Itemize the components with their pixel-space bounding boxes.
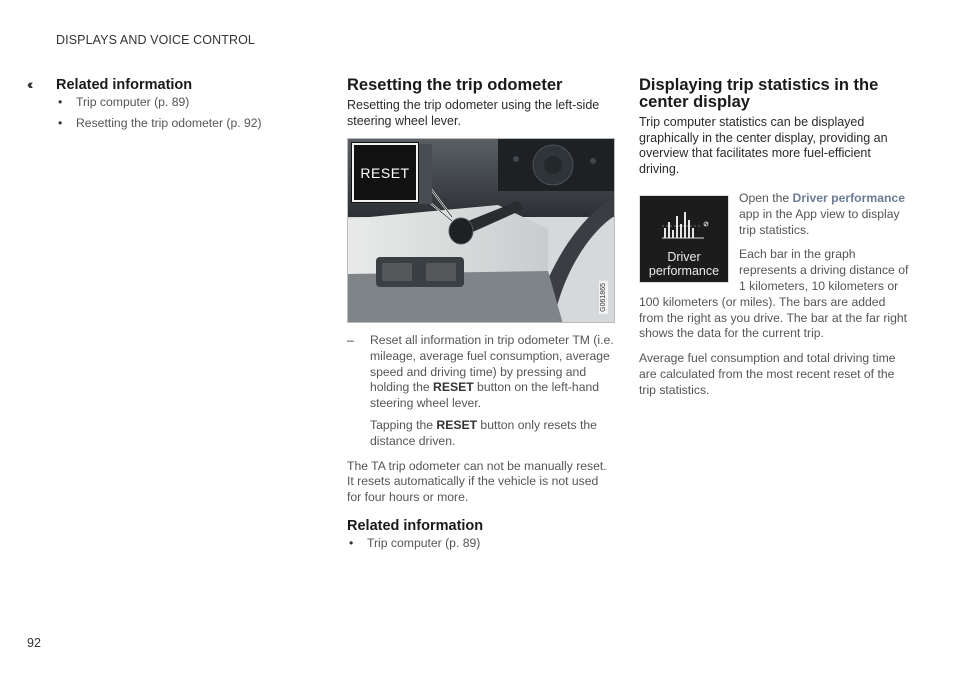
step-text-b: button on the left-hand steering wheel lever.	[370, 380, 600, 411]
steering-lever-photo	[347, 138, 615, 323]
section-title: Resetting the trip odometer	[347, 76, 563, 94]
note-text-a: Tapping the	[370, 417, 437, 432]
related-link-trip-computer[interactable]	[56, 95, 316, 111]
driver-performance-app-tile[interactable]	[639, 195, 729, 283]
column-related-info	[56, 77, 316, 136]
app-tile-label	[640, 250, 728, 278]
tile-label-line1: Driver	[667, 250, 701, 264]
driver-performance-link[interactable]: Driver performance	[792, 191, 905, 205]
page-header: DISPLAYS AND VOICE CONTROL	[56, 33, 255, 47]
p1-text-a: Open the	[739, 191, 793, 205]
reset-callout	[352, 143, 418, 202]
related-info-heading: Related information	[56, 77, 193, 93]
average-calculation-paragraph: Average fuel consumption and total driving time are calculated from the most recent reset of the trip statistics.	[639, 351, 896, 397]
related-info-list	[56, 95, 316, 131]
step-note	[370, 418, 615, 450]
bar-explanation-paragraph: Each bar in the graph represents a driving distance of 1 kilometers, 10 kilometers or 100 kilometers (or miles). The bars are added from the right as you drive. The bar at the far right shows the data for the current trip.	[639, 247, 909, 341]
reset-button-label: RESET	[433, 380, 474, 395]
reset-step	[347, 333, 615, 450]
related-info-list	[347, 536, 615, 552]
link-text: Resetting the trip odometer (p. 92)	[76, 115, 262, 130]
link-text: Trip computer (p. 89)	[76, 95, 190, 109]
reset-callout-label: RESET	[360, 164, 410, 181]
section-lead: Resetting the trip odometer using the left-side steering wheel lever.	[347, 98, 600, 128]
tile-label-line2: performance	[648, 264, 720, 278]
p1-text-b: app in the App view to display trip statistics.	[739, 206, 900, 237]
step-text-a: Reset all information in trip odometer TM (i.e. mileage, average fuel consumption, average speed and driving time) by pressing and holding the	[370, 333, 614, 395]
bar-graph-icon	[662, 210, 710, 240]
page-number: 92	[27, 636, 41, 650]
bullet: •	[349, 535, 354, 550]
reset-button-label: RESET	[436, 417, 478, 432]
related-link-resetting-trip-odometer[interactable]	[56, 116, 316, 132]
related-info-heading: Related information	[347, 517, 484, 534]
link-text: Trip computer (p. 89)	[367, 535, 481, 550]
previous-page-chevrons[interactable]: ‹‹	[27, 76, 31, 92]
app-description	[639, 191, 909, 342]
step-dash: –	[347, 333, 354, 347]
related-link-trip-computer[interactable]	[347, 536, 615, 552]
section-title: Displaying trip statistics in the center display	[639, 76, 879, 111]
note-text-b: button only resets the distance driven.	[370, 417, 597, 448]
column-trip-statistics	[639, 77, 909, 399]
section-lead: Trip computer statistics can be displayed graphically in the center display, providing an overview that facilitates more fuel-efficient driving.	[639, 115, 888, 176]
step-text	[370, 333, 615, 412]
bullet: •	[58, 115, 63, 130]
bullet: •	[58, 95, 63, 109]
image-code: G061865	[600, 283, 607, 312]
ta-odometer-paragraph: The TA trip odometer can not be manually reset. It resets automatically if the vehicle is not used for four hours or more.	[347, 458, 607, 505]
column-resetting-trip-odometer	[347, 77, 615, 556]
